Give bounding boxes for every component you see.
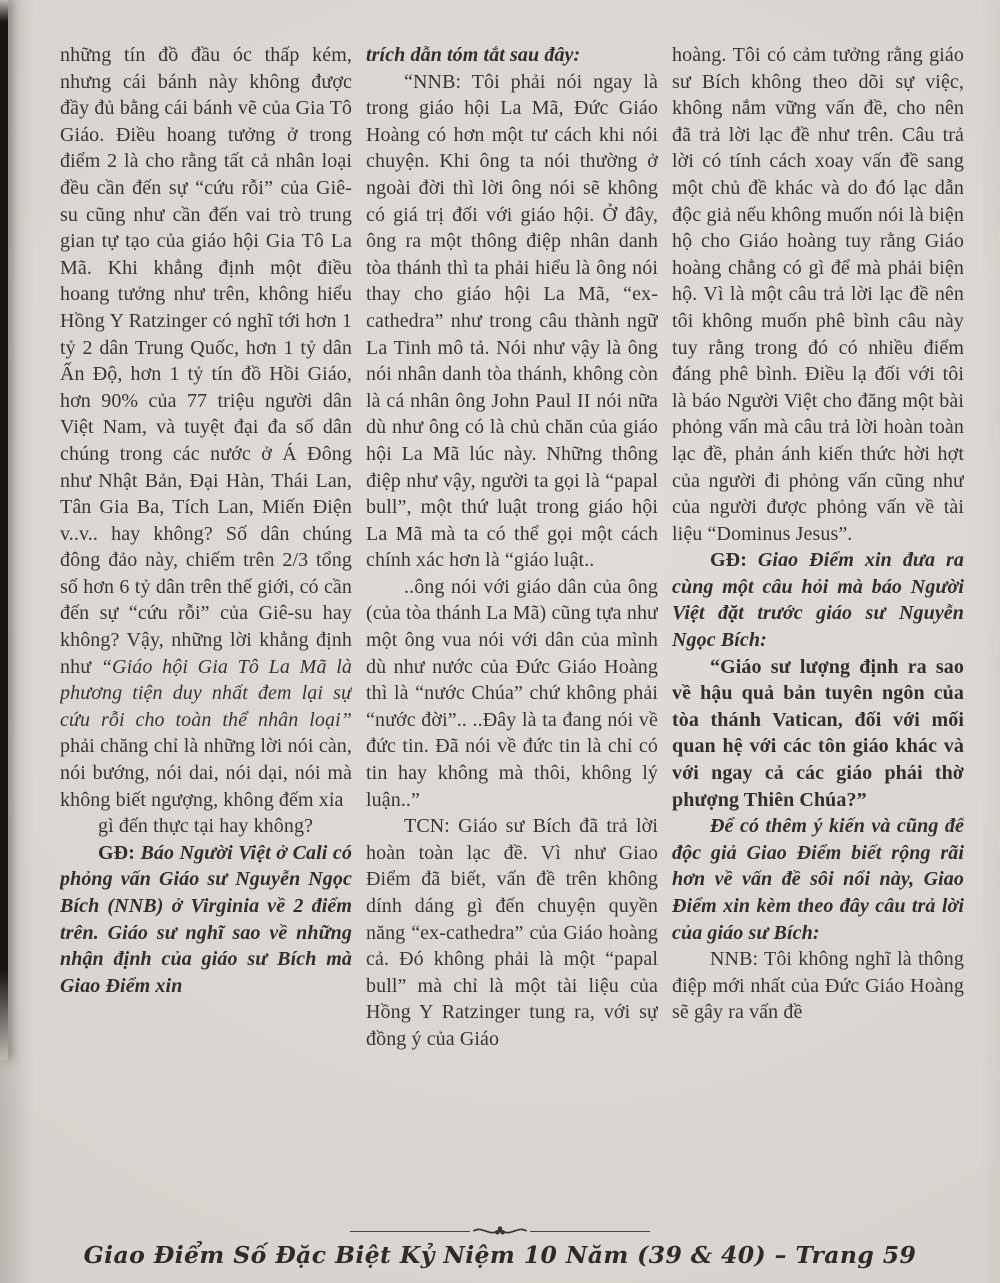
footer-rule <box>350 1223 650 1239</box>
paragraph <box>366 42 658 69</box>
paragraph <box>672 654 964 814</box>
text-column-2 <box>366 42 658 1211</box>
page-footer <box>0 1223 1000 1269</box>
article-columns <box>60 42 964 1211</box>
text-run: gì đến thực tại hay không? <box>98 815 314 838</box>
text-run: ..ông nói với giáo dân của ông (của tòa thánh La Mã) cũng tựa như một ông vua nói với dân của mình dù như nước của Đức Giáo Hoàng thì là “nước Chúa” chứ không phải “nước đời”.. ..Đây là ta đang nói về đức tin. Đã nói về đức tin là chỉ có tin hay không mà thôi, không lý luận..” <box>366 575 658 811</box>
paragraph <box>366 69 658 574</box>
footer-text: Giao Điểm Số Đặc Biệt Kỷ Niệm 10 Năm (39 & 40) – Trang 59 <box>83 1241 917 1269</box>
text-run: GĐ: <box>98 841 141 864</box>
paragraph <box>672 946 964 1026</box>
paragraph <box>366 574 658 813</box>
text-run: GĐ: <box>710 549 758 572</box>
paragraph <box>672 42 964 547</box>
paragraph <box>366 813 658 1052</box>
footer-rule-line-right <box>530 1231 650 1232</box>
text-run: NNB: Tôi không nghĩ là thông điệp mới nhất của Đức Giáo Hoàng sẽ gây ra vấn đề <box>672 948 964 1024</box>
paragraph <box>60 840 352 1000</box>
text-run: phải chăng chỉ là những lời nói càn, nói bướng, nói dai, nói dại, nói mà không biết ngượng, không đếm xỉa <box>60 735 352 811</box>
paragraph <box>672 547 964 653</box>
paragraph <box>60 42 352 813</box>
text-column-3 <box>672 42 964 1211</box>
text-run: TCN: Giáo sư Bích đã trả lời hoàn toàn lạc đề. Vì như Giao Điểm đã biết, vấn đề trên không dính dáng gì đến chuyện quyền năng “ex-cathedra” của Giáo hoàng cả. Đó không phải là một “papal bull” mà chỉ là một tài liệu của Hồng Y Ratzinger tung ra, với sự đồng ý của Giáo <box>366 815 658 1050</box>
text-run: hoàng. Tôi có cảm tưởng rằng giáo sư Bích không theo dõi sự việc, không nắm vững vấn đề, cho nên đã trả lời lạc đề như trên. Câu trả lời có tính cách xoay vấn đề sang một chủ đề khác và do đó lạc dẫn độc giả nếu không muốn nói là biện hộ cho Giáo hoàng tuy rằng Giáo hoàng chẳng có gì để mà phải biện hộ. Vì là một câu trả lời lạc đề nên tôi không muốn phê bình câu này tuy rằng trong đó có nhiều điểm đáng phê bình. Điều lạ đối với tôi là báo Người Việt cho đăng một bài phỏng vấn mà câu trả lời hoàn toàn lạc đề, phản ánh kiến thức hời hợt của người đi phỏng vấn cũng như của người được phỏng vấn về tài liệu “Dominus Jesus”. <box>672 44 964 545</box>
fleuron-icon <box>472 1223 528 1239</box>
text-run: Để có thêm ý kiến và cũng để độc giả Giao Điểm biết rộng rãi hơn về vấn đề sôi nổi này, Giao Điểm xin kèm theo đây câu trả lời của giáo sư Bích: <box>672 815 964 944</box>
footer-rule-line-left <box>350 1231 470 1232</box>
text-run: những tín đồ đầu óc thấp kém, nhưng cái bánh này không được đầy đủ bằng cái bánh vẽ của Gia Tô Giáo. Điều hoang tưởng ở trong điểm 2 là cho rằng tất cả nhân loại đều cần đến sự “cứu rỗi” của Giê-su cũng như cần đến vai trò trung gian tự tạo của giáo hội Gia Tô La Mã. Khi khẳng định một điều hoang tưởng như trên, không hiểu Hồng Y Ratzinger có nghĩ tới hơn 1 tỷ 2 dân Trung Quốc, hơn 1 tỷ dân Ấn Độ, hơn 1 tỷ tín đồ Hồi Giáo, hơn 90% của 77 triệu người dân Việt Nam, và tuyệt đại đa số dân chúng trong các nước ở Á Đông như Nhật Bản, Đại Hàn, Thái Lan, Tân Gia Ba, Tích Lan, Miến Điện v..v.. hay không? Số dân chúng đông đảo này, chiếm trên 2/3 tổng số hơn 6 tỷ dân trên thế giới, có cần đến sự “cứu rỗi” của Giê-su hay không? Vậy, những lời khẳng định như <box>60 44 352 678</box>
text-run: trích dẫn tóm tắt sau đây: <box>366 44 581 66</box>
text-run: “Giáo hội Gia Tô La Mã là phương tiện duy nhất đem lại sự cứu rỗi cho toàn thể nhân loại” <box>60 655 352 731</box>
paragraph <box>672 813 964 946</box>
text-run: Giao Điểm xin đưa ra cùng một câu hỏi mà báo Người Việt đặt trước giáo sư Nguyễn Ngọc Bích: <box>672 549 964 652</box>
text-column-1 <box>60 42 352 1211</box>
scan-edge-strip <box>0 0 8 1060</box>
paragraph <box>60 813 352 840</box>
text-run: “NNB: Tôi phải nói ngay là trong giáo hội La Mã, Đức Giáo Hoàng có hơn một tư cách khi nói chuyện. Khi ông ta nói thường ở ngoài đời thì lời ông nói sẽ không có giá trị đối với giáo hội. Ở đây, ông ra một thông điệp nhân danh tòa thánh thì ta phải hiểu là ông nói thay cho giáo hội La Mã, “ex-cathedra” như trong câu thành ngữ La Tinh mô tả. Nói như vậy là ông nói nhân danh tòa thánh, không còn là cá nhân ông John Paul II nói nữa dù như ông có là chủ chăn của giáo hội La Mã lúc này. Những thông điệp như vậy, người ta gọi là “papal bull”, một thứ luật trong giáo hội La Mã mà ta có thể gọi một cách chính xác hơn là “giáo luật.. <box>366 70 658 572</box>
text-run: Báo Người Việt ở Cali có phỏng vấn Giáo sư Nguyễn Ngọc Bích (NNB) ở Virginia về 2 điểm trên. Giáo sư nghĩ sao về những nhận định của giáo sư Bích mà Giao Điểm xin <box>60 841 352 997</box>
text-run: “Giáo sư lượng định ra sao về hậu quả bản tuyên ngôn của tòa thánh Vatican, đối với mối quan hệ với các tôn giáo khác và với ngay cả các giáo phái thờ phượng Thiên Chúa?” <box>672 655 964 811</box>
